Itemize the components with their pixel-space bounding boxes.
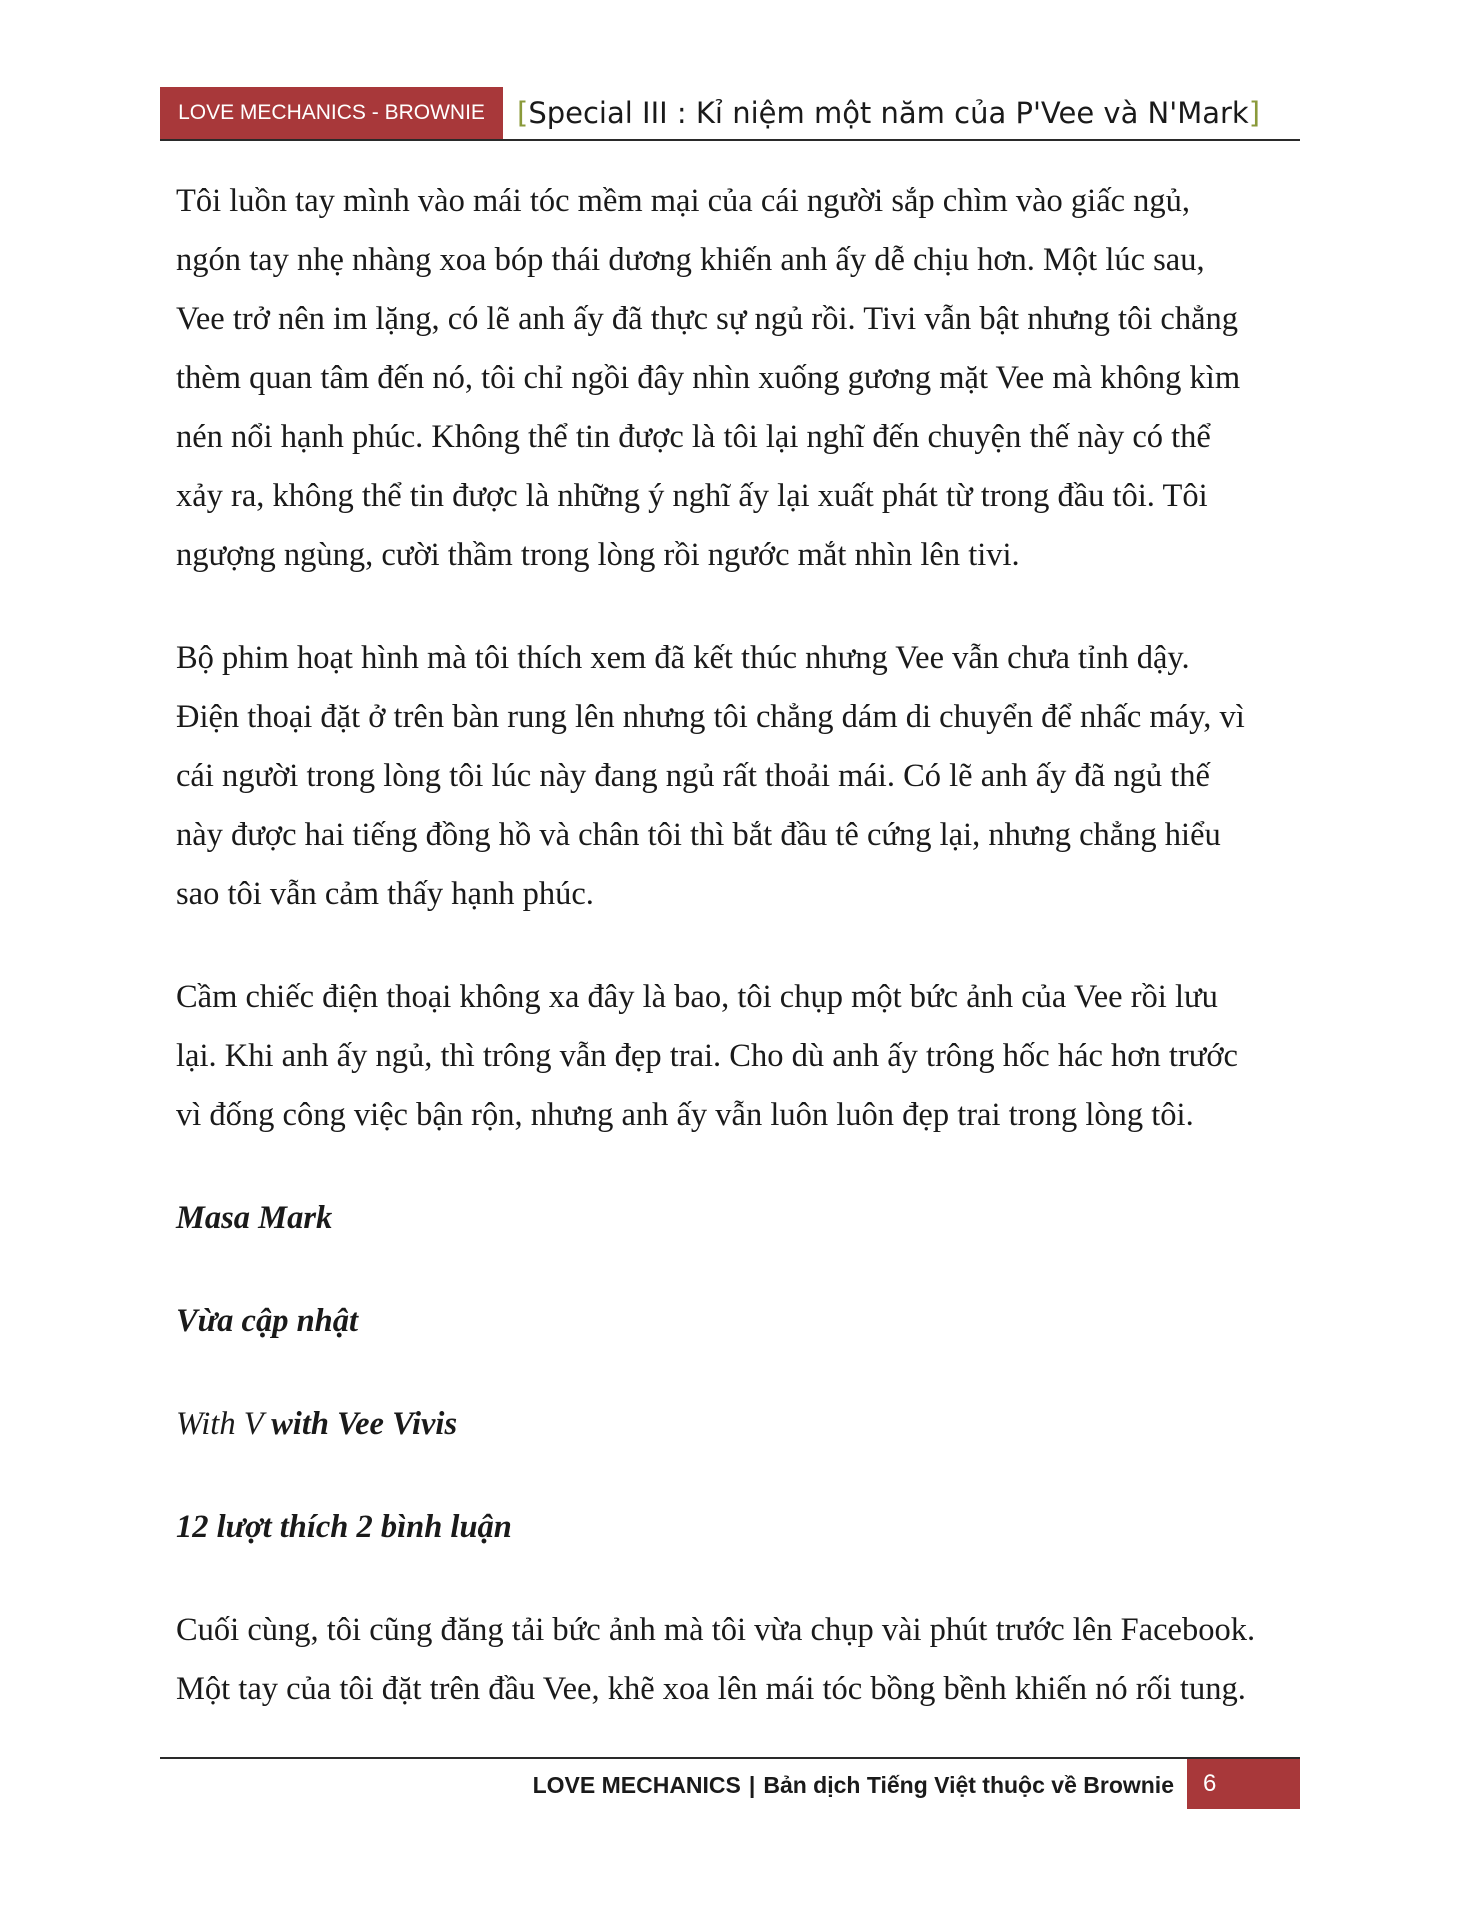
footer-separator: | (748, 1772, 756, 1798)
text-line: sao tôi vẫn cảm thấy hạnh phúc. (176, 876, 594, 912)
text-line: này được hai tiếng đồng hồ và chân tôi thì bắt đầu tê cứng lại, nhưng chẳng hiểu (176, 817, 1221, 853)
text-line: nén nổi hạnh phúc. Không thể tin được là tôi lại nghĩ đến chuyện thế này có thể (176, 419, 1211, 455)
title-bracket-close: ] (1248, 96, 1261, 130)
post-stats: 12 lượt thích 2 bình luận (176, 1509, 512, 1545)
text-line: xảy ra, không thể tin được là những ý nghĩ ấy lại xuất phát từ trong đầu tôi. Tôi (176, 478, 1208, 514)
text-line: Cầm chiếc điện thoại không xa đây là bao, tôi chụp một bức ảnh của Vee rồi lưu (176, 979, 1218, 1015)
text-line: cái người trong lòng tôi lúc này đang ngủ rất thoải mái. Có lẽ anh ấy đã ngủ thế (176, 758, 1210, 794)
text-line: Cuối cùng, tôi cũng đăng tải bức ảnh mà tôi vừa chụp vài phút trước lên Facebook. (176, 1612, 1256, 1648)
post-author: Masa Mark (176, 1200, 333, 1236)
post-with-name: with Vee Vivis (271, 1406, 458, 1442)
text-line: ngượng ngùng, cười thầm trong lòng rồi ngước mắt nhìn lên tivi. (176, 537, 1020, 573)
text-line: Tôi luồn tay mình vào mái tóc mềm mại của cái người sắp chìm vào giấc ngủ, (176, 183, 1191, 219)
post-with-prefix: With V (176, 1406, 263, 1442)
page-body (176, 172, 1316, 1763)
paragraph-4 (176, 1601, 1316, 1719)
paragraph-2 (176, 629, 1316, 924)
text-line: Điện thoại đặt ở trên bàn rung lên nhưng tôi chẳng dám di chuyển để nhấc máy, vì (176, 699, 1245, 735)
post-tag-line (176, 1395, 1316, 1454)
text-line: Bộ phim hoạt hình mà tôi thích xem đã kết thúc nhưng Vee vẫn chưa tỉnh dậy. (176, 640, 1190, 676)
header-divider (160, 139, 1300, 141)
text-line: Vee trở nên im lặng, có lẽ anh ấy đã thực sự ngủ rồi. Tivi vẫn bật nhưng tôi chẳng (176, 301, 1238, 337)
text-line: lại. Khi anh ấy ngủ, thì trông vẫn đẹp trai. Cho dù anh ấy trông hốc hác hơn trước (176, 1038, 1238, 1074)
header-series-label: LOVE MECHANICS - BROWNIE (160, 87, 503, 139)
text-line: vì đống công việc bận rộn, nhưng anh ấy vẫn luôn luôn đẹp trai trong lòng tôi. (176, 1097, 1194, 1133)
text-line: ngón tay nhẹ nhàng xoa bóp thái dương khiến anh ấy dễ chịu hơn. Một lúc sau, (176, 242, 1205, 278)
text-line: thèm quan tâm đến nó, tôi chỉ ngồi đây nhìn xuống gương mặt Vee mà không kìm (176, 360, 1241, 396)
paragraph-1 (176, 172, 1316, 585)
footer-translation-credit: Bản dịch Tiếng Việt thuộc về Brownie (763, 1772, 1174, 1798)
chapter-title (517, 87, 1260, 139)
page-number: 6 (1187, 1759, 1300, 1809)
paragraph-3 (176, 968, 1316, 1145)
text-line: Một tay của tôi đặt trên đầu Vee, khẽ xoa lên mái tóc bồng bềnh khiến nó rối tung. (176, 1671, 1246, 1707)
page-header (160, 87, 1300, 141)
footer-book-title: LOVE MECHANICS (532, 1772, 741, 1798)
footer-credit (533, 1759, 1174, 1811)
title-bracket-open: [ (517, 96, 529, 130)
chapter-title-text: Special III : Kỉ niệm một năm của P'Vee và N'Mark (528, 96, 1249, 130)
post-timestamp: Vừa cập nhật (176, 1303, 359, 1339)
